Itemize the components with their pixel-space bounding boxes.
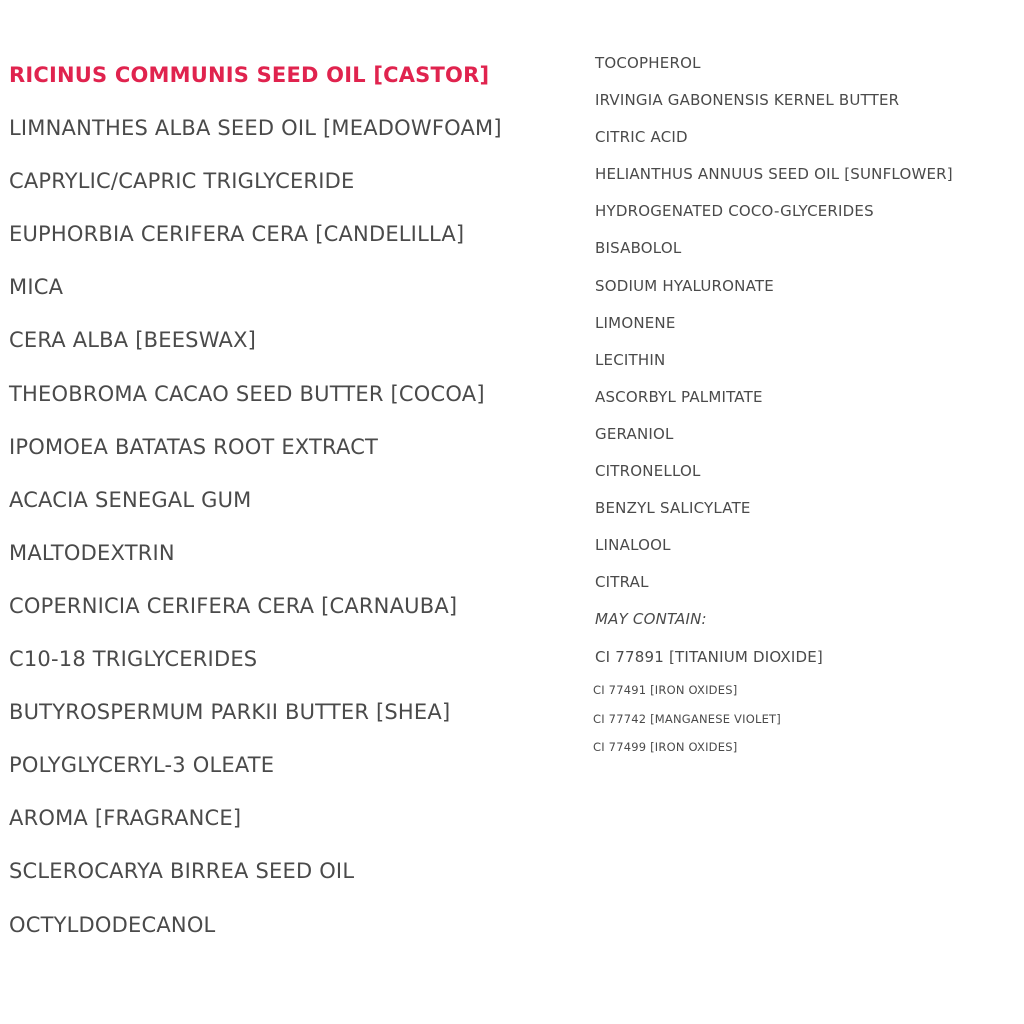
- ingredient-item: CITRIC ACID: [595, 128, 688, 147]
- ingredient-item: CERA ALBA [BEESWAX]: [9, 328, 257, 353]
- colorant-item: CI 77499 [IRON OXIDES]: [593, 740, 738, 755]
- colorant-list: [593, 681, 1013, 767]
- ingredient-item: TOCOPHEROL: [595, 54, 701, 72]
- ingredient-item: LIMNANTHES ALBA SEED OIL [MEADOWFOAM]: [9, 116, 502, 141]
- ingredient-item: LIMONENE: [595, 313, 676, 332]
- ingredient-item: BISABOLOL: [595, 239, 682, 258]
- ingredient-item: COPERNICIA CERIFERA CERA [CARNAUBA]: [9, 593, 458, 618]
- ingredient-item: MALTODEXTRIN: [9, 540, 175, 565]
- ingredient-item: HELIANTHUS ANNUUS SEED OIL [SUNFLOWER]: [595, 165, 953, 184]
- ingredient-item: IRVINGIA GABONENSIS KERNEL BUTTER: [595, 91, 900, 110]
- ingredient-item: LINALOOL: [595, 536, 671, 555]
- ingredient-item: BENZYL SALICYLATE: [595, 499, 751, 518]
- ingredient-item: CITRONELLOL: [595, 462, 701, 481]
- ingredient-item: CI 77891 [TITANIUM DIOXIDE]: [595, 647, 823, 666]
- ingredient-item: ASCORBYL PALMITATE: [595, 387, 763, 406]
- ingredient-item: CITRAL: [595, 573, 649, 592]
- ingredient-item: OCTYLDODECANOL: [9, 912, 216, 937]
- ingredient-item: EUPHORBIA CERIFERA CERA [CANDELILLA]: [9, 222, 465, 247]
- ingredient-item: POLYGLYCERYL-3 OLEATE: [9, 753, 275, 778]
- ingredient-item: ACACIA SENEGAL GUM: [9, 487, 252, 512]
- colorant-item: CI 77491 [IRON OXIDES]: [593, 683, 738, 697]
- ingredient-item: SCLEROCARYA BIRREA SEED OIL: [9, 859, 355, 884]
- ingredient-item: AROMA [FRAGRANCE]: [9, 806, 242, 831]
- ingredient-item: GERANIOL: [595, 424, 674, 443]
- ingredient-item: BUTYROSPERMUM PARKII BUTTER [SHEA]: [9, 700, 451, 725]
- may-contain-heading: MAY CONTAIN:: [595, 610, 707, 629]
- ingredient-item: THEOBROMA CACAO SEED BUTTER [COCOA]: [9, 381, 485, 406]
- ingredient-item: C10-18 TRIGLYCERIDES: [9, 647, 258, 672]
- colorant-item: CI 77742 [MANGANESE VIOLET]: [593, 711, 781, 726]
- ingredient-item: IPOMOEA BATATAS ROOT EXTRACT: [9, 434, 379, 459]
- ingredient-item: HYDROGENATED COCO-GLYCERIDES: [595, 202, 874, 221]
- ingredient-list-primary: [9, 60, 584, 963]
- ingredient-item-highlight: RICINUS COMMUNIS SEED OIL [CASTOR]: [9, 63, 490, 87]
- ingredient-item: LECITHIN: [595, 350, 666, 369]
- ingredient-item: CAPRYLIC/CAPRIC TRIGLYCERIDE: [9, 169, 355, 194]
- ingredient-item: SODIUM HYALURONATE: [595, 276, 774, 295]
- ingredient-item: MICA: [9, 275, 64, 300]
- ingredient-list-secondary: [595, 52, 1015, 683]
